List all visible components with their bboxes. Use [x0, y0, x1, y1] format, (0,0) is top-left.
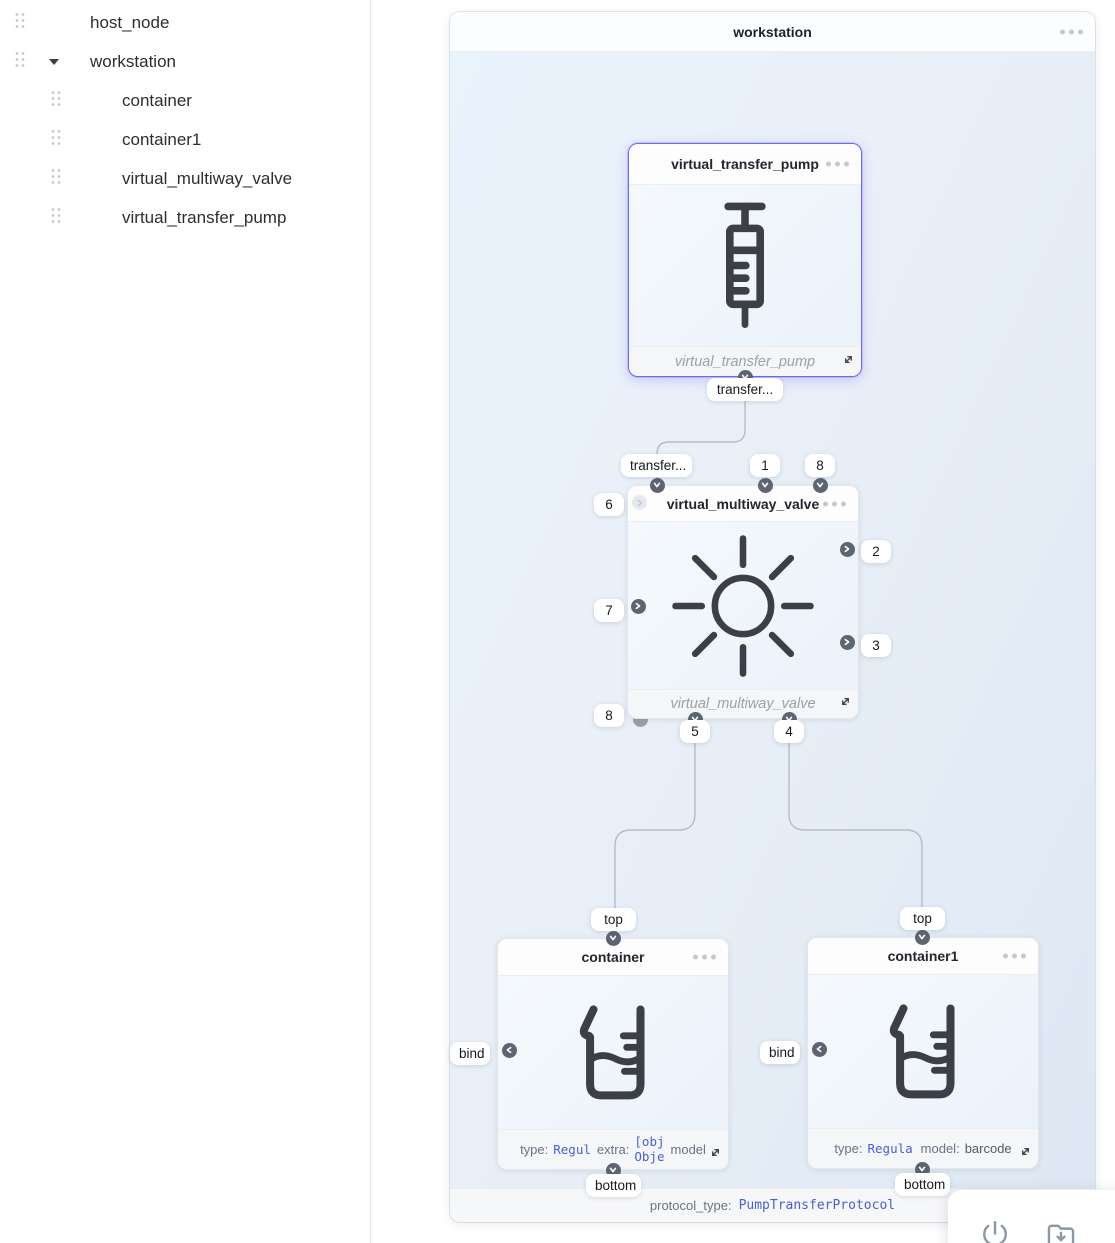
resize-icon[interactable] — [842, 353, 855, 371]
resize-icon[interactable] — [839, 695, 852, 713]
power-button[interactable] — [976, 1216, 1014, 1243]
port-dot-container-top[interactable] — [606, 931, 621, 946]
port-dot-container1-bind[interactable] — [812, 1042, 827, 1057]
multiway-valve-icon — [668, 531, 818, 681]
port-dot-valve-transfer[interactable] — [650, 478, 665, 493]
node-header[interactable] — [629, 144, 861, 185]
export-icon — [1110, 1218, 1115, 1243]
port-chip-valve-3[interactable]: 3 — [861, 634, 891, 657]
tree-label[interactable]: virtual_multiway_valve — [122, 168, 293, 188]
more-menu-icon[interactable] — [826, 162, 849, 167]
drag-handle-icon[interactable] — [50, 129, 62, 151]
node-container1[interactable] — [807, 937, 1039, 1169]
more-menu-icon[interactable] — [1003, 954, 1026, 959]
syringe-icon — [704, 198, 786, 333]
node-footer-label: virtual_multiway_valve — [670, 696, 816, 712]
node-body — [808, 975, 1038, 1128]
sidebar — [0, 0, 371, 1243]
tree-label[interactable]: virtual_transfer_pump — [122, 207, 287, 227]
workstation-panel — [450, 12, 1095, 1222]
drag-handle-icon[interactable] — [50, 168, 62, 190]
power-icon — [978, 1218, 1012, 1243]
port-chip-container1-bind[interactable]: bind — [760, 1041, 800, 1064]
port-dot-container1-top[interactable] — [915, 930, 930, 945]
floating-toolbar — [948, 1190, 1115, 1243]
port-dot-container-bind[interactable] — [502, 1043, 517, 1058]
node-container[interactable] — [497, 938, 729, 1170]
workstation-title: workstation — [733, 23, 812, 40]
drag-handle-icon[interactable] — [50, 207, 62, 229]
resize-icon[interactable] — [709, 1146, 722, 1164]
port-chip-container-bind[interactable]: bind — [450, 1042, 490, 1065]
node-title: container — [581, 949, 645, 965]
beaker-icon — [868, 993, 978, 1111]
tree-label[interactable]: workstation — [90, 51, 176, 71]
port-chip-valve-4[interactable]: 4 — [774, 720, 804, 743]
port-chip-container1-bottom[interactable]: bottom — [895, 1173, 950, 1196]
port-chip-valve-8-top[interactable]: 8 — [805, 454, 835, 477]
node-virtual-multiway-valve[interactable] — [627, 485, 859, 719]
port-chip-valve-1[interactable]: 1 — [750, 454, 780, 477]
node-title: virtual_multiway_valve — [666, 495, 820, 512]
port-dot-valve-8-top[interactable] — [813, 478, 828, 493]
node-title: container1 — [887, 948, 959, 964]
workstation-header[interactable] — [450, 12, 1095, 52]
more-menu-icon[interactable] — [823, 501, 846, 506]
more-menu-icon[interactable] — [1060, 29, 1083, 34]
export-button[interactable] — [1108, 1216, 1115, 1243]
port-dot-valve-3[interactable] — [840, 635, 855, 650]
tree-label[interactable]: host_node — [90, 12, 170, 32]
node-body — [629, 185, 861, 346]
field-type: type: Regula — [834, 1141, 913, 1156]
port-dot-valve-2[interactable] — [840, 542, 855, 557]
caret-down-icon[interactable] — [49, 59, 59, 65]
tree-item-workstation[interactable] — [0, 42, 370, 81]
resize-icon[interactable] — [1019, 1145, 1032, 1163]
protocol-type-value: PumpTransferProtocol — [738, 1198, 896, 1213]
more-menu-icon[interactable] — [693, 955, 716, 960]
port-chip-valve-6[interactable]: 6 — [594, 493, 624, 516]
folder-download-button[interactable] — [1042, 1216, 1080, 1243]
device-tree — [0, 0, 370, 237]
port-chip-container-bottom[interactable]: bottom — [586, 1174, 641, 1197]
node-footer — [628, 689, 858, 718]
port-dot-valve-7[interactable] — [631, 599, 646, 614]
tree-label[interactable]: container1 — [122, 129, 202, 149]
field-extra: extra: [obj Obje — [596, 1134, 665, 1164]
tree-item-virtual-multiway-valve[interactable] — [0, 159, 370, 198]
port-chip-container1-top[interactable]: top — [900, 907, 945, 930]
link-valve5-to-container-top — [615, 724, 695, 936]
port-chip-pump-transfer[interactable]: transfer... — [707, 378, 783, 401]
field-type: type: Regul — [520, 1142, 591, 1157]
node-title: virtual_transfer_pump — [671, 156, 819, 172]
field-model: model: barcode — [920, 1141, 1012, 1156]
port-chip-valve-8-bottom[interactable]: 8 — [594, 704, 624, 727]
node-virtual-transfer-pump[interactable] — [628, 143, 862, 377]
tree-label[interactable]: container — [122, 90, 192, 110]
link-valve4-to-container1-top — [789, 724, 922, 934]
folder-download-icon — [1044, 1218, 1078, 1243]
field-model: model — [670, 1142, 706, 1157]
beaker-icon — [558, 994, 668, 1112]
protocol-type-label: protocol_type: — [649, 1198, 732, 1213]
node-body — [628, 522, 858, 689]
port-chip-valve-7[interactable]: 7 — [594, 599, 624, 622]
port-dot-valve-6[interactable] — [632, 495, 647, 510]
node-footer-label: virtual_transfer_pump — [674, 353, 816, 370]
drag-handle-icon[interactable] — [14, 12, 26, 34]
port-chip-valve-2[interactable]: 2 — [861, 540, 891, 563]
drag-handle-icon[interactable] — [50, 90, 62, 112]
node-canvas[interactable] — [450, 52, 1095, 1193]
port-chip-valve-5[interactable]: 5 — [680, 720, 710, 743]
node-body — [498, 976, 728, 1129]
tree-item-host-node[interactable] — [0, 3, 370, 42]
port-chip-container-top[interactable]: top — [591, 908, 636, 931]
tree-item-virtual-transfer-pump[interactable] — [0, 198, 370, 237]
tree-item-container[interactable] — [0, 81, 370, 120]
tree-item-container1[interactable] — [0, 120, 370, 159]
port-dot-valve-1[interactable] — [758, 478, 773, 493]
drag-handle-icon[interactable] — [14, 51, 26, 73]
port-chip-valve-transfer[interactable]: transfer... — [621, 454, 692, 477]
